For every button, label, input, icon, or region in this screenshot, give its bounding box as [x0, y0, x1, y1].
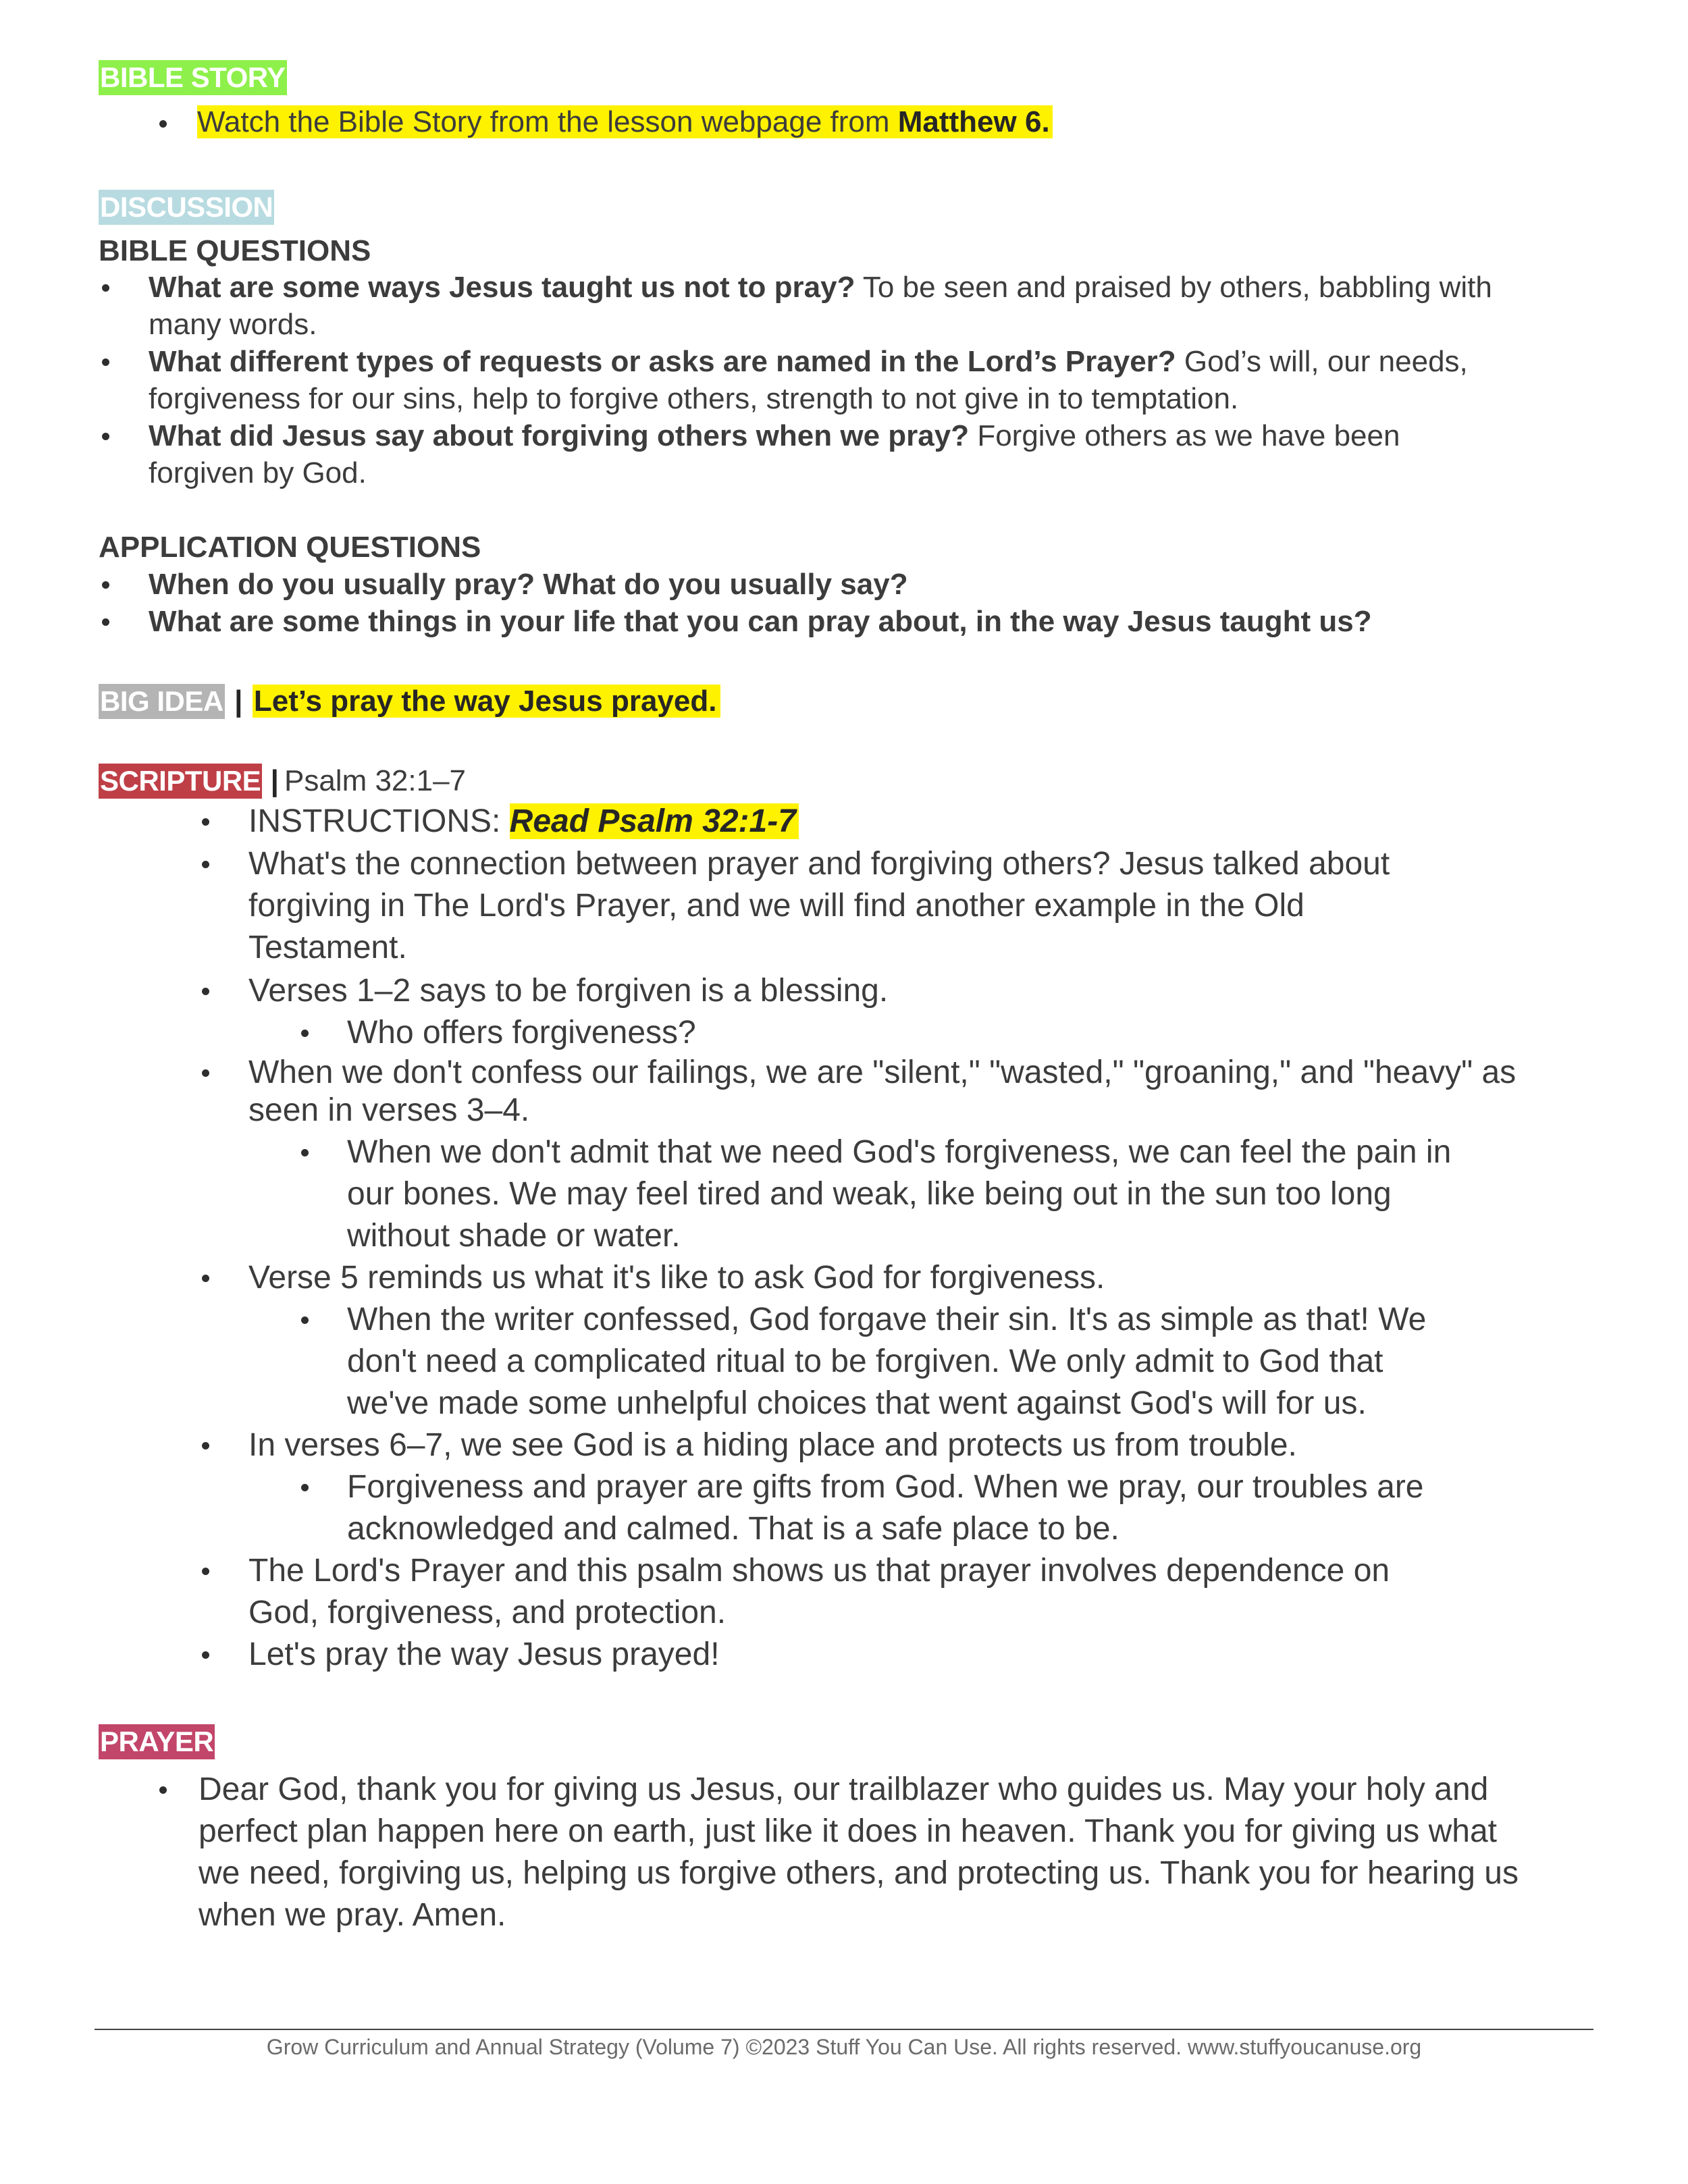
- footer-copyright: Grow Curriculum and Annual Strategy (Volume 7) ©2023 Stuff You Can Use. All rights reserved. www.stuffyoucanuse.org: [266, 2035, 1422, 2059]
- bible-questions-heading: BIBLE QUESTIONS: [99, 234, 371, 267]
- bullet-icon: [202, 1651, 209, 1659]
- sub-list-item-continuation: don't need a complicated ritual to be forgiven. We only admit to God that: [347, 1343, 1383, 1379]
- bullet-icon: [102, 618, 109, 626]
- sub-list-item-continuation: we've made some unhelpful choices that went against God's will for us.: [347, 1385, 1367, 1421]
- big-idea-tag: BIG IDEA: [99, 684, 225, 719]
- list-item: What's the connection between prayer and forgiving others? Jesus talked about: [248, 846, 1390, 882]
- bullet-icon: [202, 1275, 209, 1282]
- list-item: Verse 5 reminds us what it's like to ask God for forgiveness.: [248, 1260, 1105, 1296]
- scripture-reference: Psalm 32:1–7: [284, 764, 467, 797]
- bullet-icon: [301, 1316, 309, 1324]
- prayer-line: when we pray. Amen.: [199, 1897, 506, 1933]
- list-item-continuation: Testament.: [248, 930, 407, 965]
- sub-list-item-continuation: acknowledged and calmed. That is a safe place to be.: [347, 1511, 1119, 1547]
- discussion-section: [99, 190, 274, 225]
- sub-list-item-continuation: our bones. We may feel tired and weak, like being out in the sun too long: [347, 1176, 1392, 1212]
- bible-story-section: [99, 60, 287, 95]
- big-idea-text: Let’s pray the way Jesus prayed.: [253, 685, 721, 718]
- list-item: When we don't confess our failings, we are "silent," "wasted," "groaning," and "heavy" as: [248, 1055, 1516, 1090]
- list-item: The Lord's Prayer and this psalm shows us that prayer involves dependence on: [248, 1553, 1390, 1589]
- list-item: In verses 6–7, we see God is a hiding place and protects us from trouble.: [248, 1427, 1297, 1463]
- separator: |: [270, 764, 279, 797]
- prayer-line: Dear God, thank you for giving us Jesus, our trailblazer who guides us. May your holy and: [199, 1772, 1489, 1807]
- list-item: What are some ways Jesus taught us not to pray? To be seen and praised by others, babbling with: [149, 271, 1492, 304]
- bullet-icon: [202, 818, 209, 826]
- list-item: What did Jesus say about forgiving others when we pray? Forgive others as we have been: [149, 419, 1400, 452]
- list-item-continuation: seen in verses 3–4.: [248, 1092, 530, 1128]
- list-item-continuation: forgiveness for our sins, help to forgive others, strength to not give in to temptation.: [149, 382, 1239, 415]
- list-item-continuation: many words.: [149, 308, 317, 341]
- prayer-line: perfect plan happen here on earth, just like it does in heaven. Thank you for giving us what: [199, 1813, 1497, 1849]
- sub-list-item: Forgiveness and prayer are gifts from God. When we pray, our troubles are: [347, 1469, 1424, 1505]
- bullet-icon: [202, 1069, 209, 1077]
- bullet-icon: [159, 1786, 167, 1794]
- prayer-line: we need, forgiving us, helping us forgive others, and protecting us. Thank you for hearing us: [199, 1855, 1519, 1891]
- bullet-icon: [159, 120, 167, 128]
- big-idea-section: [99, 684, 720, 719]
- bible-story-item-text: Watch the Bible Story from the lesson webpage from: [197, 105, 898, 138]
- sub-list-item: When we don't admit that we need God's forgiveness, we can feel the pain in: [347, 1134, 1452, 1170]
- bible-story-tag: BIBLE STORY: [99, 60, 287, 95]
- bullet-icon: [202, 1442, 209, 1449]
- bullet-icon: [102, 433, 109, 440]
- separator: |: [234, 685, 243, 718]
- instructions-value: Read Psalm 32:1-7: [510, 803, 799, 839]
- list-item: What different types of requests or asks are named in the Lord’s Prayer? God’s will, our needs,: [149, 345, 1468, 378]
- discussion-tag: DISCUSSION: [99, 190, 274, 225]
- bible-story-item: [197, 103, 1053, 140]
- sub-list-item-continuation: without shade or water.: [347, 1218, 681, 1254]
- bullet-icon: [102, 284, 109, 292]
- list-item: What are some things in your life that you can pray about, in the way Jesus taught us?: [149, 605, 1372, 638]
- bullet-icon: [202, 861, 209, 868]
- footer-divider: [95, 2029, 1593, 2030]
- sub-list-item: When the writer confessed, God forgave their sin. It's as simple as that! We: [347, 1302, 1427, 1337]
- list-item: When do you usually pray? What do you usually say?: [149, 568, 908, 601]
- prayer-section: [99, 1724, 215, 1759]
- list-item: Let's pray the way Jesus prayed!: [248, 1636, 720, 1672]
- list-item-continuation: forgiving in The Lord's Prayer, and we will find another example in the Old: [248, 888, 1304, 924]
- bullet-icon: [102, 581, 109, 589]
- scripture-section: [99, 764, 466, 799]
- bullet-icon: [102, 358, 109, 366]
- bullet-icon: [301, 1149, 309, 1156]
- instructions-line: INSTRUCTIONS: Read Psalm 32:1-7: [248, 801, 799, 843]
- list-item-continuation: forgiven by God.: [149, 456, 367, 489]
- bullet-icon: [301, 1484, 309, 1491]
- bullet-icon: [202, 988, 209, 995]
- sub-list-item: Who offers forgiveness?: [347, 1015, 696, 1050]
- list-item: Verses 1–2 says to be forgiven is a blessing.: [248, 973, 889, 1009]
- prayer-tag: PRAYER: [99, 1724, 215, 1759]
- list-item-continuation: God, forgiveness, and protection.: [248, 1595, 727, 1630]
- bullet-icon: [202, 1568, 209, 1575]
- bible-story-reference: Matthew 6.: [897, 105, 1050, 138]
- application-questions-heading: APPLICATION QUESTIONS: [99, 531, 481, 564]
- bullet-icon: [301, 1030, 309, 1037]
- scripture-tag: SCRIPTURE: [99, 764, 262, 799]
